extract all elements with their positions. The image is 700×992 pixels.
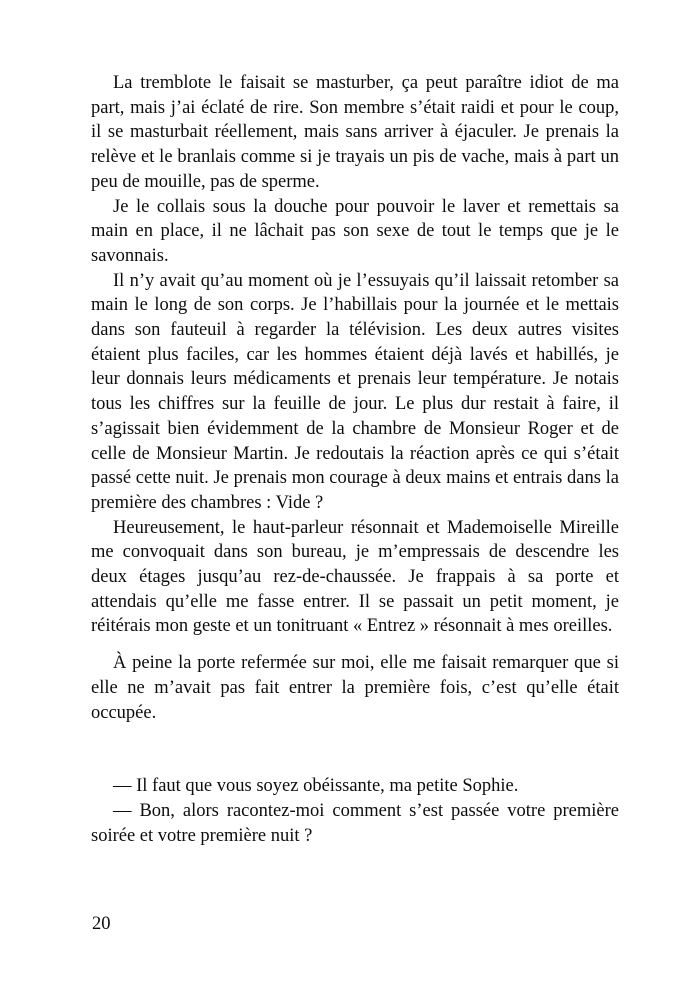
dialogue-line: — Bon, alors racontez-moi comment s’est passée votre première soirée et votre première nuit ? (91, 800, 619, 846)
paragraph: Il n’y avait qu’au moment où je l’essuyais qu’il laissait retomber sa main le long de son corps. Je l’habillais pour la journée et le mettais dans son fauteuil à regarder la télévision. Les deux autres visites étaient plus faciles, car les hommes étaient déjà lavés et habillés, je leur donnais leurs médicaments et prenais leur température. Je notais tous les chiffres sur la feuille de jour. Le plus dur restait à faire, il s’agissait bien évidemment de la chambre de Monsieur Roger et de celle de Monsieur Martin. Je redoutais la réaction après ce qui s’était passé cette nuit. Je prenais mon courage à deux mains et entrais dans la première des chambres : Vide ? (91, 270, 619, 513)
page-text-block (91, 71, 619, 848)
paragraph: Heureusement, le haut-parleur résonnait et Mademoiselle Mireille me convoquait dans son bureau, je m’empressais de descendre les deux étages jusqu’au rez-de-chaussée. Je frappais à sa porte et attendais qu’elle me fasse entrer. Il se passait un petit moment, je réitérais mon geste et un tonitruant « Entrez » résonnait à mes oreilles. (91, 517, 619, 637)
paragraph: À peine la porte refermée sur moi, elle me faisait remarquer que si elle ne m’avait pas fait entrer la première fois, c’est qu’elle était occupée. (91, 653, 619, 723)
paragraph: Je le collais sous la douche pour pouvoir le laver et remettais sa main en place, il ne lâchait pas son sexe de tout le temps que je le savonnais. (91, 196, 619, 266)
page-number: 20 (92, 914, 111, 934)
dialogue-line: — Il faut que vous soyez obéissante, ma petite Sophie. (113, 776, 519, 797)
paragraph: La tremblote le faisait se masturber, ça peut paraître idiot de ma part, mais j’ai éclaté de rire. Son membre s’était raidi et pour le coup, il se masturbait réellement, mais sans arriver à éjaculer. Je prenais la relève et le branlais comme si je trayais un pis de vache, mais à part un peu de mouille, pas de sperme. (91, 73, 619, 192)
